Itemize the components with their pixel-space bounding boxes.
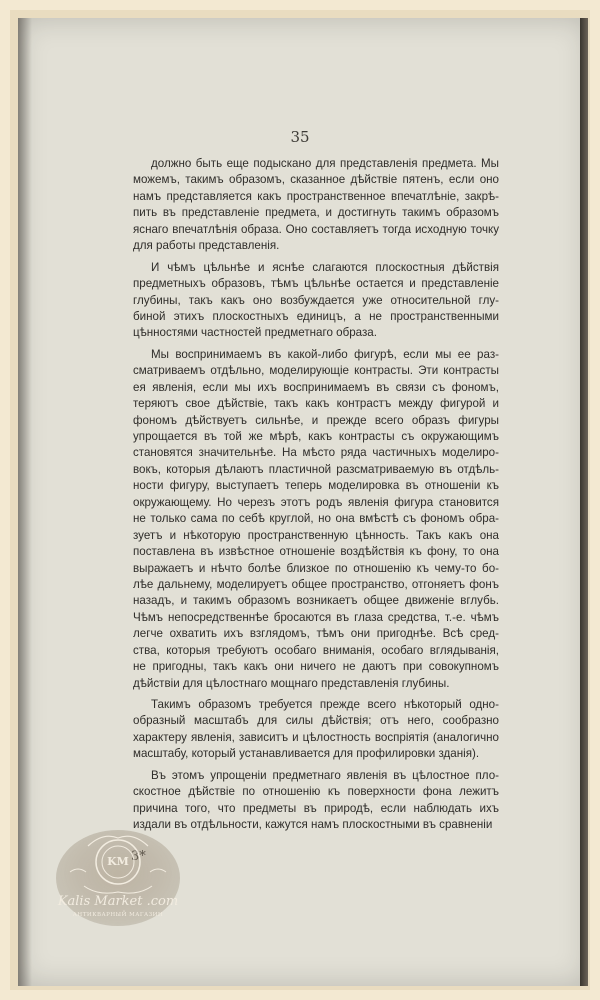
text-line: лѣе дальнему, моделируетъ общее пространство, отгоняетъ фонъ	[133, 577, 499, 591]
text-line: не только сама по себѣ круглой, но она вмѣстѣ съ фономъ обра-	[133, 512, 499, 526]
text-line: поставлена въ извѣстное отношеніе воздѣйствія къ фону, то она	[133, 545, 499, 559]
text-line: Мы воспринимаемъ въ какой-либо фигурѣ, если мы ее раз-	[151, 347, 499, 361]
text-line: можемъ, такимъ образомъ, сказанное дѣйствіе пятенъ, если оно	[133, 173, 499, 187]
text-line: скостное дѣйствіе по отношенію къ поверхности фона лежитъ	[133, 785, 499, 799]
watermark-logo-letters: KM	[107, 855, 129, 868]
text-line: причина того, что предметы въ природѣ, если наблюдать ихъ	[133, 801, 499, 815]
text-line: выражаетъ и нѣчто болѣе близкое по отношенію къ чему-то бо-	[133, 561, 499, 575]
text-line: намъ представляется какъ пространственное впечатлѣніе, закрѣ-	[133, 189, 499, 203]
text-line: дѣйствіи для цѣлостнаго мощнаго представленія глубины.	[133, 676, 450, 690]
page-number: 35	[290, 128, 310, 146]
text-line: Чѣмъ непосредственнѣе бросаются въ глаза средства, т.-е. чѣмъ	[133, 610, 499, 624]
text-line: Въ этомъ упрощеніи предметнаго явленія въ цѣлостное пло-	[151, 768, 499, 782]
text-line: ея явленія, если мы ихъ воспринимаемъ въ связи съ фономъ,	[133, 380, 499, 394]
text-line: Такимъ образомъ требуется прежде всего нѣкоторый одно-	[151, 698, 499, 711]
watermark-ornament-icon	[48, 826, 188, 936]
text-line: пить въ представленіе предмета, и достигнуть такимъ образомъ	[133, 206, 499, 220]
text-line: цѣнностями частностей предметнаго образа.	[133, 326, 377, 340]
text-line: масштабу, который устанавливается для профилировки зданія).	[133, 747, 480, 761]
paragraph	[133, 156, 499, 255]
text-line: легче охватить ихъ взглядомъ, тѣмъ они пригоднѣе. Всѣ сред-	[133, 627, 499, 641]
text-line: для работы представленія.	[133, 239, 280, 253]
text-line: яснаго впечатлѣнія образа. Оно составляетъ тогда исходную точку	[133, 222, 499, 236]
text-line: упрощается въ той же мѣрѣ, какъ контрасты съ окружающимъ	[133, 430, 499, 443]
text-line: образный масштабъ для силы дѣйствія; отъ него, сообразно	[133, 714, 499, 728]
text-line: характеру явленія, зависитъ и цѣлостность воспріятія (аналогично	[133, 730, 499, 744]
paragraph	[133, 697, 499, 763]
text-line: биной этихъ плоскостныхъ единицъ, а не пространственными	[133, 309, 499, 323]
text-line: вокъ, которыя дѣлаютъ пластичной разсматриваемую въ отдѣль-	[133, 462, 499, 476]
text-line: предметныхъ образовъ, тѣмъ цѣльнѣе остается и представленіе	[133, 277, 499, 291]
text-line: зуетъ и нѣкоторую пространственную цѣнность. Такъ какъ она	[133, 528, 499, 542]
text-line: назадъ, и такимъ образомъ возникаетъ общее движеніе вглубь.	[133, 594, 499, 608]
text-line: И чѣмъ цѣльнѣе и яснѣе слагаются плоскостныя дѣйствія	[151, 260, 499, 274]
watermark-logo	[48, 826, 188, 936]
text-line: должно быть еще подыскано для представленія предмета. Мы	[151, 157, 499, 170]
text-line: ности фигуру, выступаетъ теперь моделировка въ отношеніи къ	[133, 479, 499, 493]
paragraph	[133, 260, 499, 342]
text-line: издали въ отдѣльности, кажутся намъ плоскостными въ сравненіи	[133, 818, 493, 832]
page-shadow	[18, 18, 32, 986]
text-line: фономъ дѣйствуетъ сильнѣе, и прежде всего образъ фигуры	[133, 413, 499, 427]
text-line: сматриваемъ отдѣльно, моделирующіе контрасты. Эти контрасты	[133, 364, 499, 378]
watermark-tagline: АНТИКВАРНЫЙ МАГАЗИН	[72, 912, 164, 918]
text-line: становятся значительнѣе. На мѣсто ряда частичныхъ моделиро-	[133, 446, 499, 460]
paragraph	[133, 347, 499, 692]
watermark-name: Kalis Market .com	[57, 894, 179, 909]
text-line: теряютъ свое дѣйствіе, такъ какъ контрастъ между фигурой и	[133, 397, 499, 411]
text-line: глубины, такъ какъ оно возбуждается уже относительной глу-	[133, 293, 499, 307]
body-text	[133, 156, 499, 834]
text-line: ства, которыя требуютъ особаго вниманія, особаго вглядыванія,	[133, 643, 499, 657]
page-edge	[580, 18, 588, 986]
paragraph	[133, 768, 499, 834]
text-line: не пригодны, такъ какъ они ничего не даютъ при совокупномъ	[133, 660, 499, 674]
text-line: окружающему. Но черезъ этотъ родъ явленія фигура становится	[133, 495, 499, 509]
